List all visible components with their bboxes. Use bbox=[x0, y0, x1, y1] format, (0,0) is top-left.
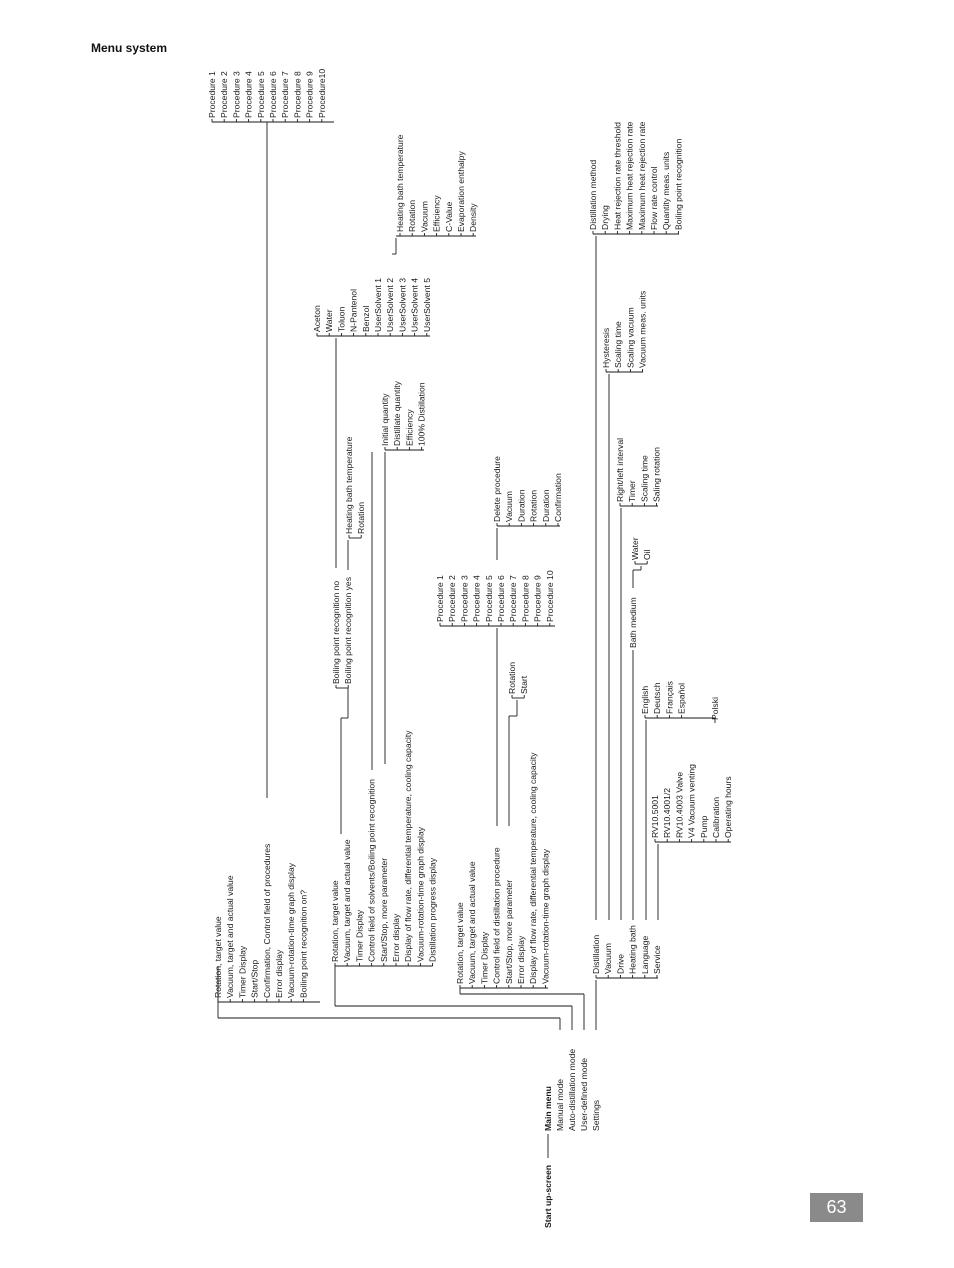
user-start-item: Start bbox=[519, 675, 530, 694]
more-parameter-item: Distillate quantity bbox=[392, 381, 403, 446]
language-item: Polski bbox=[710, 697, 720, 720]
manual-mode-item: Confirmation, Control field of procedures bbox=[261, 843, 272, 998]
service-item: RV10.4003 Valve bbox=[674, 771, 685, 838]
bath-medium-item: Water bbox=[630, 537, 640, 560]
procedure-mid-item: Procedure 9 bbox=[532, 575, 543, 622]
bath-medium-item: Oil bbox=[642, 549, 653, 560]
procedure-mid-item: Procedure 8 bbox=[520, 575, 531, 622]
distillation-setting-item: Boiling point recognition bbox=[673, 138, 684, 230]
user-start-item: Rotation bbox=[507, 661, 517, 694]
boiling-point-option: Boiling point recognition no bbox=[331, 580, 341, 684]
distillation-setting-item: Distillation method bbox=[588, 159, 598, 230]
auto-mode-item: Distillation progress display bbox=[427, 857, 438, 962]
drive-setting-item: Saling rotation bbox=[651, 447, 662, 502]
distillation-setting-item: Flow rate control bbox=[649, 166, 659, 230]
service-item: Calibration bbox=[711, 796, 721, 838]
procedure-top-item: Procedure 7 bbox=[280, 71, 291, 118]
user-mode-item: Display of flow rate, differential temperature, cooling capacity bbox=[528, 752, 539, 984]
auto-mode-item: Start/Stop, more parameter bbox=[378, 857, 389, 962]
manual-mode-item: Boiling point recognition on? bbox=[298, 890, 309, 998]
user-mode-item: Control field of distillation procedure bbox=[491, 847, 502, 984]
procedure-top-item: Procedure10 bbox=[316, 68, 327, 118]
solvent-parameter: Density bbox=[468, 203, 479, 232]
manual-mode-item: Vacuum-rotation-time graph display bbox=[286, 862, 297, 998]
distillation-setting-item: Heat rejection rate threshold bbox=[612, 122, 623, 230]
solvent-item: Water bbox=[324, 309, 335, 332]
settings-item: Distillation bbox=[591, 934, 601, 974]
distillation-setting-item: Maximum heat rejection rate bbox=[636, 121, 647, 230]
user-mode-item: Rotation, target value bbox=[455, 902, 465, 984]
settings-item: Service bbox=[652, 945, 662, 974]
language-item: Deutsch bbox=[652, 682, 663, 714]
solvent-parameter: Heating bath temperature bbox=[395, 134, 405, 232]
procedure-mid-item: Procedure 7 bbox=[508, 575, 519, 622]
solvent-item: UserSolvent 3 bbox=[397, 278, 408, 332]
procedure-top-item: Procedure 8 bbox=[292, 71, 303, 118]
solvent-parameter: Vacuum bbox=[419, 201, 430, 232]
manual-mode-item: Error display bbox=[274, 949, 284, 998]
procedure-mid-item: Procedure 1 bbox=[435, 575, 445, 622]
procedure-top-item: Procedure 6 bbox=[268, 71, 278, 118]
procedure-top-item: Procedure 1 bbox=[207, 71, 217, 118]
auto-mode-item: Error display bbox=[391, 913, 401, 962]
drive-setting-item: Scaling time bbox=[639, 455, 650, 502]
main-menu-label: Main menu bbox=[543, 1086, 553, 1131]
main-menu-item: Manual mode bbox=[555, 1078, 565, 1131]
auto-mode-item: Timer Display bbox=[354, 909, 365, 962]
procedure-edit-item: Delete procedure bbox=[492, 456, 502, 522]
solvent-parameter: Efficiency bbox=[431, 195, 442, 232]
procedure-mid-item: Procedure 6 bbox=[496, 575, 506, 622]
procedure-mid-item: Procedure 2 bbox=[447, 575, 458, 622]
manual-mode-item: Vacuum, target and actual value bbox=[225, 875, 236, 998]
manual-mode-item: Timer Display bbox=[237, 945, 248, 998]
solvent-parameter: Rotation bbox=[407, 199, 418, 232]
bpr-yes-item: Rotation bbox=[356, 501, 367, 534]
procedure-mid-item: Procedure 4 bbox=[471, 575, 482, 622]
manual-mode-item: Start/Stop bbox=[249, 959, 260, 998]
procedure-edit-item: Rotation bbox=[528, 489, 539, 522]
user-mode-item: Start/Stop, more parameter bbox=[503, 879, 514, 984]
procedure-edit-item: Duration bbox=[540, 489, 551, 522]
more-parameter-item: 100% Distillation bbox=[416, 382, 427, 446]
solvent-parameter: Evaporation enthalpy bbox=[456, 151, 466, 232]
settings-item: Drive bbox=[615, 953, 626, 974]
procedure-edit-item: Duration bbox=[516, 489, 527, 522]
user-mode-item: Timer Display bbox=[479, 931, 490, 984]
distillation-setting-item: Quantity meas. units bbox=[661, 151, 672, 230]
manual-mode-item: Rotation, target value bbox=[213, 916, 223, 998]
auto-mode-item: Rotation, target value bbox=[330, 880, 340, 962]
procedure-top-item: Procedure 9 bbox=[304, 71, 315, 118]
solvent-item: UserSolvent 5 bbox=[421, 278, 432, 332]
procedure-top-item: Procedure 2 bbox=[219, 71, 230, 118]
start-up-screen-label: Start up-screen bbox=[543, 1164, 553, 1228]
language-item: English bbox=[640, 685, 650, 714]
language-item: Español bbox=[676, 682, 687, 714]
procedure-top-item: Procedure 3 bbox=[231, 71, 242, 118]
more-parameter-item: Efficiency bbox=[404, 409, 415, 446]
page-title: Menu system bbox=[91, 41, 168, 55]
main-menu-item: Settings bbox=[591, 1099, 601, 1131]
distillation-setting-item: Drying bbox=[600, 205, 611, 230]
settings-item: Vacuum bbox=[603, 943, 614, 974]
solvent-item: Aceton bbox=[312, 305, 322, 332]
distillation-setting-item: Maximum heat rejection rate bbox=[624, 121, 635, 230]
user-mode-item: Vacuum, target and actual value bbox=[467, 861, 478, 984]
procedure-mid-item: Procedure 5 bbox=[483, 575, 494, 622]
vacuum-setting-item: Vacuum meas. units bbox=[637, 290, 648, 368]
procedure-edit-item: Vacuum bbox=[504, 491, 515, 522]
settings-item: Language bbox=[639, 935, 650, 974]
more-parameter-item: Initial quantity bbox=[380, 393, 390, 446]
service-item: RV10.4001/2 bbox=[662, 787, 673, 838]
procedure-top-item: Procedure 4 bbox=[243, 71, 254, 118]
procedure-mid-item: Procedure 3 bbox=[459, 575, 470, 622]
bath-medium-label: Bath medium bbox=[628, 597, 638, 648]
procedure-mid-item: Procedure 10 bbox=[544, 570, 555, 622]
bpr-yes-item: Heating bath temperature bbox=[344, 436, 354, 534]
vacuum-setting-item: Hysteresis bbox=[601, 327, 611, 368]
service-item: Operating hours bbox=[723, 776, 734, 838]
solvent-item: Toluon bbox=[336, 306, 347, 332]
solvent-item: UserSolvent 2 bbox=[385, 278, 396, 332]
auto-mode-item: Vacuum, target and actual value bbox=[342, 839, 353, 962]
vacuum-setting-item: Scaling vacuum bbox=[625, 307, 636, 368]
auto-mode-item: Display of flow rate, differential temperature, cooling capacity bbox=[403, 730, 414, 962]
solvent-item: Benzol bbox=[360, 305, 371, 332]
solvent-item: UserSolvent 4 bbox=[409, 278, 420, 332]
solvent-item: UserSolvent 1 bbox=[373, 278, 383, 332]
service-item: V4 Vacuum venting bbox=[686, 764, 697, 838]
solvent-item: N-Pantenol bbox=[348, 289, 359, 332]
boiling-point-option: Boiling point recognition yes bbox=[343, 576, 354, 684]
main-menu-item: User-defined mode bbox=[579, 1057, 589, 1131]
settings-item: Heating bath bbox=[627, 925, 638, 974]
service-item: RV10.5001 bbox=[650, 795, 660, 838]
procedure-edit-item: Confirmation bbox=[553, 473, 563, 522]
procedure-top-item: Procedure 5 bbox=[255, 71, 266, 118]
drive-setting-item: Right/left interval bbox=[615, 437, 625, 502]
solvent-parameter: C-Value bbox=[443, 201, 454, 232]
language-item: Français bbox=[664, 681, 675, 714]
main-menu-item: Auto-distillation mode bbox=[567, 1048, 577, 1131]
page-number: 63 bbox=[810, 1193, 863, 1222]
auto-mode-item: Vacuum-rotation-time graph display bbox=[415, 826, 426, 962]
vacuum-setting-item: Scaling time bbox=[613, 321, 624, 368]
user-mode-item: Vacuum-rotation-time graph display bbox=[540, 848, 551, 984]
service-item: Pump bbox=[698, 815, 709, 838]
auto-mode-item: Control field of solvents/Boiling point recognition bbox=[366, 779, 377, 962]
drive-setting-item: Timer bbox=[627, 480, 638, 502]
user-mode-item: Error display bbox=[516, 935, 526, 984]
